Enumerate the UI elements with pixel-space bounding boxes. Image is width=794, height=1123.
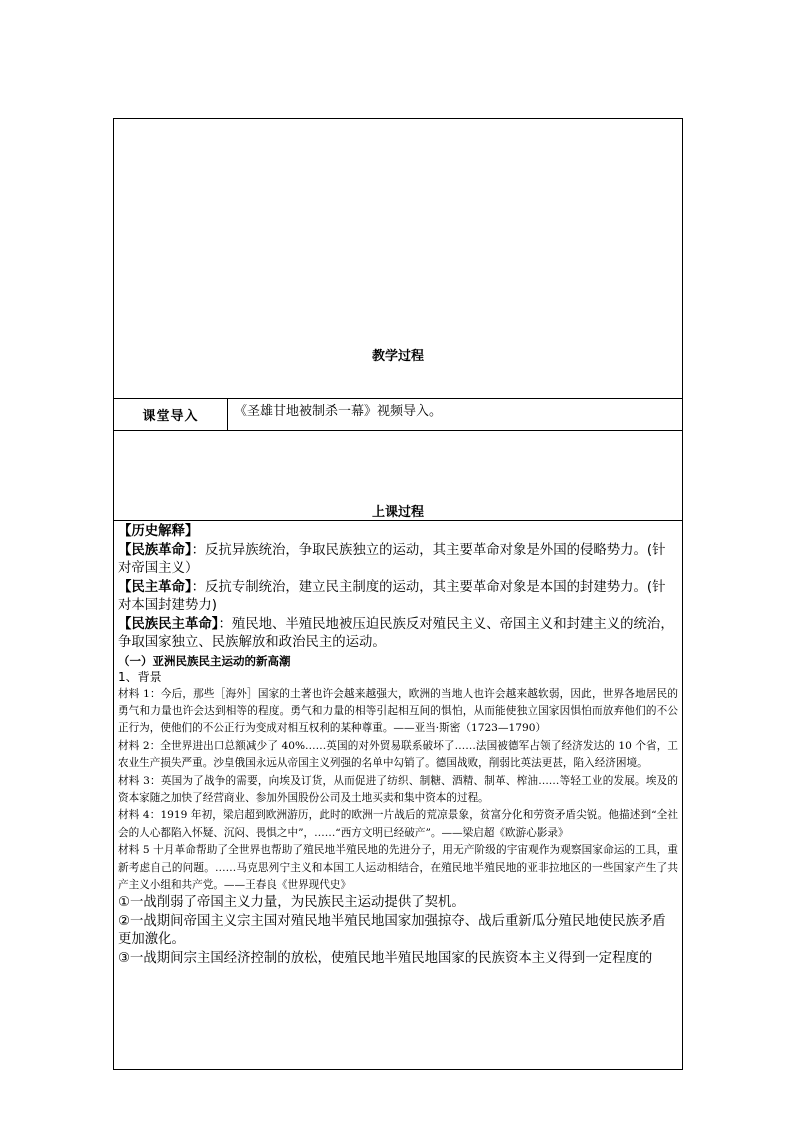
point-3: ③一战期间宗主国经济控制的放松，使殖民地半殖民地国家的民族资本主义得到一定程度的 xyxy=(118,950,653,966)
nd-revolution-term: 【民族民主革命】 xyxy=(118,616,219,632)
teaching-process-row xyxy=(114,119,682,399)
class-intro-row xyxy=(114,399,682,431)
democratic-revolution-def xyxy=(118,579,678,616)
content-row xyxy=(114,521,682,1069)
material-5: 材料 5 十月革命帮助了全世界也帮助了殖民地半殖民地的先进分子，用无产阶级的宇宙观作为观察国家命运的工具，重新考虑自己的问题。……马克思列宁主义和本国工人运动相结合，在殖民地半殖民地的亚非拉地区的一些国家产生了共产主义小组和共产党。——王春良《世界现代史》 xyxy=(118,844,678,891)
point-1: ①一战削弱了帝国主义力量，为民族民主运动提供了契机。 xyxy=(118,895,465,911)
material-3: 材料 3：英国为了战争的需要，向埃及订货，从而促进了纺织、制糖、酒精、制革、榨油……等轻工业的发展。埃及的资本家随之加快了经营商业、参加外国股份公司及土地买卖和集中资本的过程。 xyxy=(118,774,678,804)
teaching-process-title: 教学过程 xyxy=(371,349,424,364)
class-intro-value: 《圣雄甘地被制杀一幕》视频导入。 xyxy=(234,404,443,419)
nd-revolution-def xyxy=(118,616,678,653)
national-revolution-term: 【民族革命】 xyxy=(118,542,192,558)
content-body xyxy=(118,523,678,968)
background-heading: 1、背景 xyxy=(118,669,162,684)
democratic-revolution-text: ：反抗专制统治，建立民主制度的运动，其主要革命对象是本国的封建势力。(针对本国封建势力) xyxy=(118,579,666,613)
asia-movement-heading: （一）亚洲民族民主运动的新高潮 xyxy=(118,653,291,668)
history-explanation-title: 【历史解释】 xyxy=(118,524,199,539)
material-4: 材料 4：1919 年初，梁启超到欧洲游历，此时的欧洲一片战后的荒凉景象，贫富分化和劳资矛盾尖锐。他描述到“全社会的人心都陷入怀疑、沉闷、畏惧之中”，……“西方文明已经破产”。——梁启超《欧游心影录》 xyxy=(118,809,678,839)
democratic-revolution-term: 【民主革命】 xyxy=(118,579,192,595)
material-1: 材料 1：今后，那些［海外］国家的土著也许会越来越强大，欧洲的当地人也许会越来越软弱，因此，世界各地居民的勇气和力量也许会达到相等的程度。勇气和力量的相等引起相互间的惧怕，从而能使独立国家因惧怕而放弃他们的不公正行为，使他们的不公正行为变成对相互权利的某种尊重。——亚当·斯密（1723—1790） xyxy=(118,687,678,735)
nd-revolution-text: ：殖民地、半殖民地被压迫民族反对殖民主义、帝国主义和封建主义的统治，争取国家独立、民族解放和政治民主的运动。 xyxy=(118,616,674,650)
lesson-table xyxy=(113,118,683,1070)
national-revolution-def xyxy=(118,542,678,579)
point-2: ②一战期间帝国主义宗主国对殖民地半殖民地国家加强掠夺、战后重新瓜分殖民地使民族矛盾更加激化。 xyxy=(118,913,666,948)
national-revolution-text: ：反抗异族统治，争取民族独立的运动，其主要革命对象是外国的侵略势力。(针对帝国主义） xyxy=(118,542,666,576)
class-process-title: 上课过程 xyxy=(371,505,424,520)
class-process-row xyxy=(114,431,682,521)
class-intro-label: 课堂导入 xyxy=(114,399,228,430)
material-2: 材料 2：全世界进出口总额减少了 40%……英国的对外贸易联系破坏了……法国被德军占领了经济发达的 10 个省，工农业生产损失严重。沙皇俄国永远从帝国主义列强的名单中勾销了。德国战败，削弱比英法更甚，陷入经济困境。 xyxy=(118,739,678,770)
